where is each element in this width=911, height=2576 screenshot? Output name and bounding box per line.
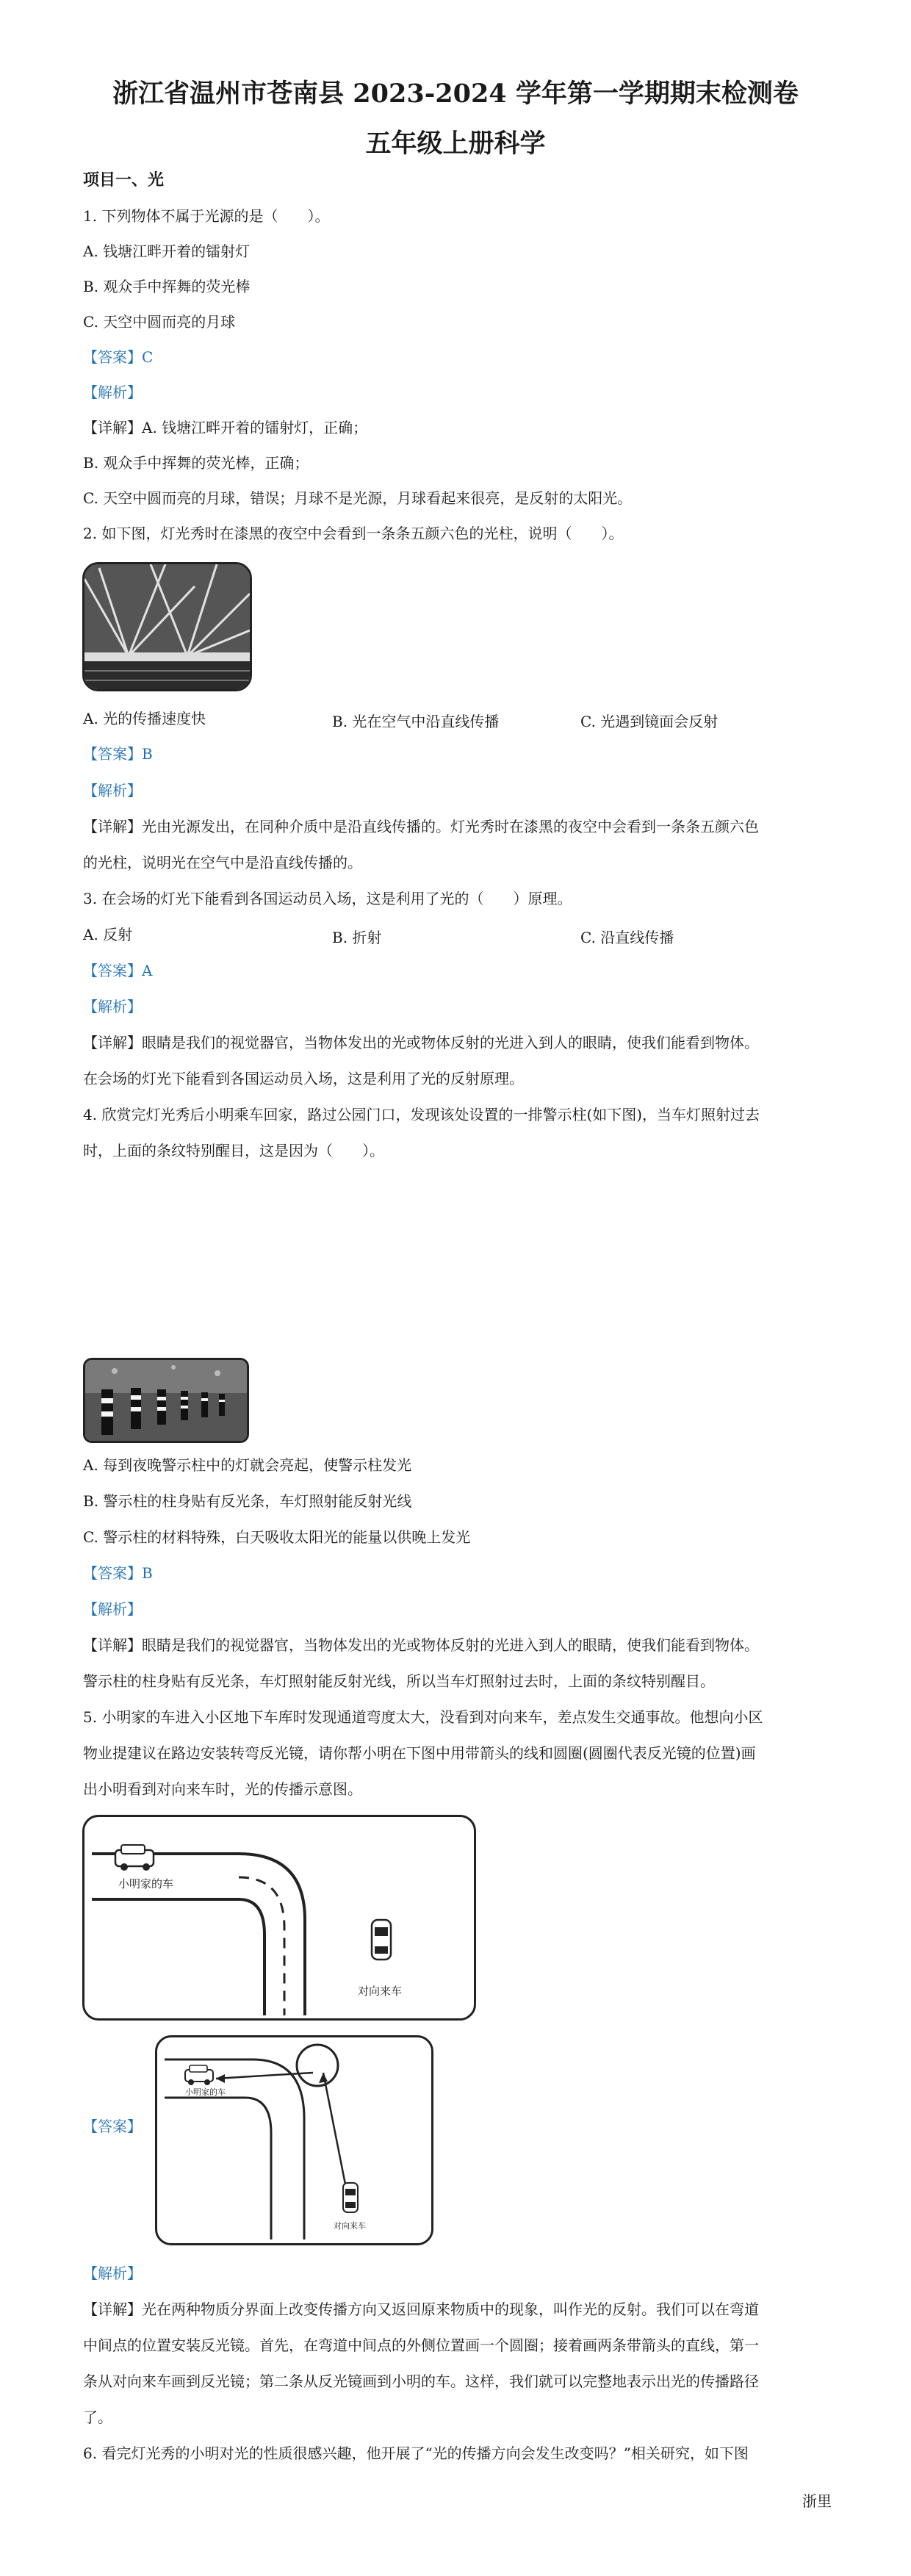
car-label: 小明家的车 bbox=[118, 1877, 174, 1890]
page-subtitle: 五年级上册科学 bbox=[365, 129, 546, 159]
q1-option-a: A. 钱塘江畔开着的镭射灯 bbox=[83, 242, 251, 260]
q4-stem-2: 时，上面的条纹特别醒目，这是因为（ ）。 bbox=[83, 1142, 384, 1159]
q1-detail-2: B. 观众手中挥舞的荧光棒，正确； bbox=[83, 454, 309, 472]
answer-car-label: 小明家的车 bbox=[185, 2087, 226, 2097]
q3-detail-2: 在会场的灯光下能看到各国运动员入场，这是利用了光的反射原理。 bbox=[83, 1070, 524, 1087]
q4-analysis-label: 【解析】 bbox=[83, 1600, 142, 1618]
q2-answer: 【答案】B bbox=[83, 745, 153, 763]
oncoming-car-icon bbox=[372, 1920, 391, 1960]
q4-option-b: B. 警示柱的柱身贴有反光条，车灯照射能反射光线 bbox=[83, 1492, 412, 1510]
q3-option-c: C. 沿直线传播 bbox=[580, 929, 674, 946]
q5-analysis-label: 【解析】 bbox=[83, 2264, 142, 2282]
q2-detail-2: 的光柱，说明光在空气中是沿直线传播的。 bbox=[83, 854, 362, 871]
q5-stem-2: 物业提建议在路边安装转弯反光镜，请你帮小明在下图中用带箭头的线和圆圈(圆圈代表反光镜的位置)画 bbox=[83, 1744, 756, 1762]
q5-detail-2: 中间点的位置安装反光镜。首先，在弯道中间点的外侧位置画一个圆圈；接着画两条带箭头的直线，第一 bbox=[83, 2336, 759, 2354]
q1-answer: 【答案】C bbox=[83, 348, 154, 366]
q3-analysis-label: 【解析】 bbox=[83, 998, 142, 1015]
q2-option-c: C. 光遇到镜面会反射 bbox=[580, 713, 719, 730]
q5-detail-1: 【详解】光在两种物质分界面上改变传播方向又返回原来物质中的现象，叫作光的反射。我们可以在弯道 bbox=[83, 2300, 759, 2318]
q3-stem: 3. 在会场的灯光下能看到各国运动员入场，这是利用了光的（ ）原理。 bbox=[83, 890, 572, 907]
answer-oncoming-label: 对向来车 bbox=[334, 2221, 366, 2231]
q5-detail-3: 条从对向来车画到反光镜；第二条从反光镜画到小明的车。这样，我们就可以完整地表示出光的传播路径 bbox=[83, 2372, 759, 2390]
q5-stem-3: 出小明看到对向来车时，光的传播示意图。 bbox=[83, 1780, 362, 1798]
q3-option-a: A. 反射 bbox=[83, 926, 133, 943]
q4-detail-2: 警示柱的柱身贴有反光条，车灯照射能反射光线，所以当车灯照射过去时，上面的条纹特别醒目。 bbox=[83, 1672, 715, 1690]
q4-answer: 【答案】B bbox=[83, 1564, 153, 1582]
q4-stem-1: 4. 欣赏完灯光秀后小明乘车回家，路过公园门口，发现该处设置的一排警示柱(如下图)，当车灯照射过去 bbox=[83, 1106, 760, 1123]
q2-detail-1: 【详解】光由光源发出，在同种介质中是沿直线传播的。灯光秀时在漆黑的夜空中会看到一条条五颜六色 bbox=[83, 818, 759, 835]
answer-diagram bbox=[155, 2035, 433, 2245]
oncoming-car-label: 对向来车 bbox=[358, 1985, 403, 1998]
q4-detail-1: 【详解】眼睛是我们的视觉器官，当物体发出的光或物体反射的光进入到人的眼睛，使我们能看到物体。 bbox=[83, 1636, 759, 1654]
page-footer: 浙里 bbox=[802, 2492, 832, 2510]
q4-option-c: C. 警示柱的材料特殊，白天吸收太阳光的能量以供晚上发光 bbox=[83, 1528, 471, 1546]
page-title: 浙江省温州市苍南县 2023-2024 学年第一学期期末检测卷 bbox=[112, 79, 799, 109]
q4-option-a: A. 每到夜晚警示柱中的灯就会亮起，使警示柱发光 bbox=[83, 1456, 412, 1474]
garage-diagram bbox=[82, 1815, 476, 2021]
q2-option-b: B. 光在空气中沿直线传播 bbox=[332, 713, 500, 730]
section-heading: 项目一、光 bbox=[83, 170, 165, 190]
q1-stem: 1. 下列物体不属于光源的是（ ）。 bbox=[83, 207, 330, 225]
light-show-photo bbox=[82, 562, 252, 691]
warning-posts-photo bbox=[83, 1358, 249, 1443]
q2-analysis-label: 【解析】 bbox=[83, 782, 142, 799]
q1-analysis-label: 【解析】 bbox=[83, 384, 142, 401]
q1-option-b: B. 观众手中挥舞的荧光棒 bbox=[83, 278, 251, 295]
q5-stem-1: 5. 小明家的车进入小区地下车库时发现通道弯度太大，没看到对向来车，差点发生交通事故。他想向小区 bbox=[83, 1708, 763, 1726]
mirror-circle bbox=[297, 2045, 338, 2086]
car-icon bbox=[185, 2065, 213, 2085]
q1-option-c: C. 天空中圆而亮的月球 bbox=[83, 313, 236, 331]
q1-detail-1: 【详解】A. 钱塘江畔开着的镭射灯，正确； bbox=[83, 419, 368, 436]
q3-detail-1: 【详解】眼睛是我们的视觉器官，当物体发出的光或物体反射的光进入到人的眼睛，使我们能看到物体。 bbox=[83, 1034, 759, 1051]
q6-stem: 6. 看完灯光秀的小明对光的性质很感兴趣，他开展了“光的传播方向会发生改变吗？”相关研究，如下图 bbox=[83, 2444, 749, 2462]
q2-stem: 2. 如下图，灯光秀时在漆黑的夜空中会看到一条条五颜六色的光柱，说明（ ）。 bbox=[83, 525, 624, 542]
car-icon bbox=[115, 1845, 154, 1871]
q3-option-b: B. 折射 bbox=[332, 929, 382, 946]
q3-answer: 【答案】A bbox=[83, 962, 153, 979]
q5-detail-4: 了。 bbox=[83, 2408, 112, 2426]
oncoming-car-icon bbox=[343, 2183, 358, 2212]
q1-detail-3: C. 天空中圆而亮的月球，错误；月球不是光源，月球看起来很亮，是反射的太阳光。 bbox=[83, 489, 633, 507]
q2-option-a: A. 光的传播速度快 bbox=[83, 710, 206, 727]
q5-answer: 【答案】 bbox=[83, 2118, 142, 2135]
